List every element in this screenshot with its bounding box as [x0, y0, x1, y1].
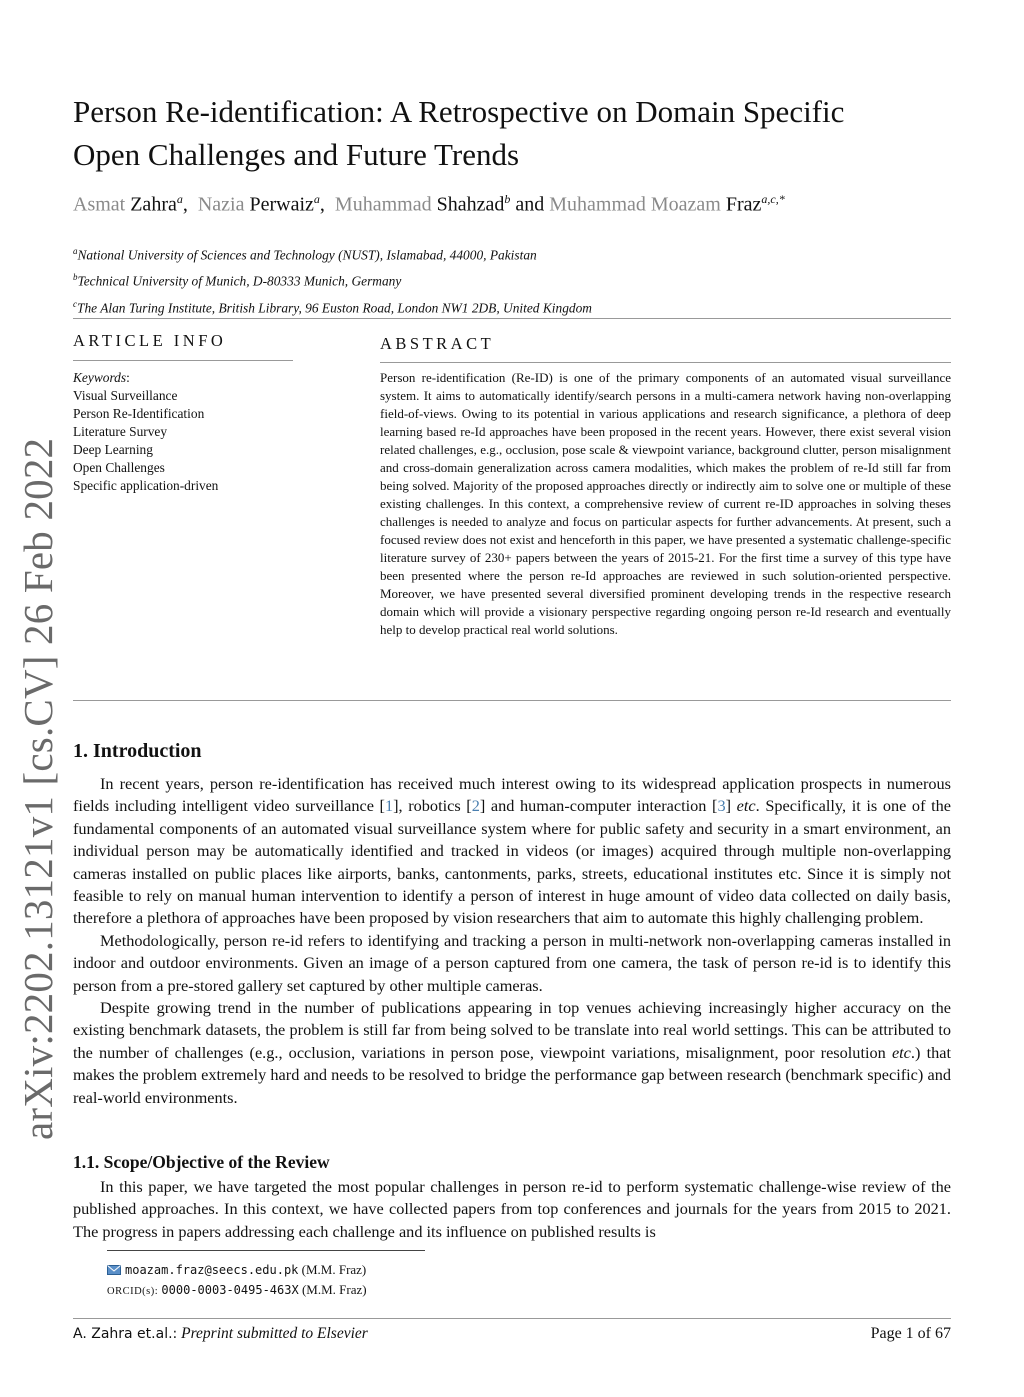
intro-paragraph-2: Methodologically, person re-id refers to identifying and tracking a person in multi-network non-overlapping cameras installed in indoor and outdoor environments. Given an image of a person captured from one camera, the task of person re-id is to identify this person from a pre-stored gallery set captured by other multiple cameras. [73, 930, 951, 995]
affiliation-text: National University of Sciences and Technology (NUST), Islamabad, 44000, Pakistan [77, 247, 537, 263]
scope-heading: 1.1. Scope/Objective of the Review [73, 1152, 330, 1172]
email-owner: (M.M. Fraz) [301, 1262, 367, 1277]
header-divider [73, 318, 951, 319]
affiliation-item [73, 293, 953, 319]
footer-page-number: Page 1 of 67 [870, 1325, 951, 1342]
author-surname: Fraz [725, 193, 762, 216]
keywords-block [73, 369, 303, 495]
author-given-name: Nazia [197, 193, 245, 216]
keyword-item: Person Re-Identification [73, 406, 205, 421]
author-surname: Shahzad [436, 193, 505, 216]
footnote-divider [107, 1250, 425, 1251]
text-run: ] and human-computer interaction [ [479, 796, 718, 816]
orcid-id[interactable]: 0000-0003-0495-463X [161, 1283, 299, 1297]
author-surname: Perwaiz [249, 193, 314, 216]
footnote-orcid-line [107, 1280, 367, 1301]
intro-paragraph-3 [73, 997, 951, 1109]
text-run: .) that makes the problem extremely hard and needs to be resolved to bridge the performance gap between research (benchmark specific) and real-world environments. [73, 1042, 951, 1107]
scope-paragraph: In this paper, we have targeted the most popular challenges in person re-id to perform systematic challenge-wise review of the published approaches. In this context, we have collected papers from top conferences and journals for the years from 2015 to 2021. The progress in papers addressing each challenge and its influence on published results is [73, 1177, 951, 1241]
author-affil-sup: a,c,* [761, 192, 785, 206]
keyword-item: Literature Survey [73, 424, 168, 439]
author-email-link[interactable]: moazam.fraz@seecs.edu.pk [125, 1263, 299, 1277]
keyword-item: Specific application-driven [73, 478, 219, 493]
affiliation-sup: b [73, 272, 78, 283]
keywords-label: Keywords [73, 370, 127, 385]
orcid-owner: (M.M. Fraz) [301, 1282, 367, 1297]
abstract-divider [380, 362, 951, 363]
author-affil-sup: a [313, 192, 320, 206]
citation-link[interactable]: 3 [717, 796, 726, 816]
affiliation-text: The Alan Turing Institute, British Library, 96 Euston Road, London NW1 2DB, United Kingdom [77, 300, 592, 316]
keyword-item: Visual Surveillance [73, 388, 178, 403]
author-given-name: Muhammad [334, 193, 432, 216]
author-given-name: Asmat [73, 193, 126, 216]
text-run-italic: etc [736, 796, 756, 816]
introduction-body [73, 773, 951, 1109]
author-and: and [515, 193, 545, 216]
article-info-heading: ARTICLE INFO [73, 331, 227, 350]
paper-title [73, 90, 953, 176]
footer-venue: Preprint submitted to Elsevier [181, 1325, 368, 1342]
author-affil-sup: a [176, 192, 183, 206]
author-surname: Zahra [130, 193, 177, 216]
text-run: ] [725, 796, 732, 816]
keyword-item: Open Challenges [73, 460, 165, 475]
affiliations [73, 240, 953, 319]
text-run: In recent years, person re-identification has received much interest owing to its widespread application prospects in numerous fields including intelligent video surveillance [ [73, 774, 951, 816]
affiliation-item [73, 266, 953, 292]
footnote [107, 1260, 367, 1301]
text-run: ], robotics [ [393, 796, 472, 816]
footer-left [73, 1325, 368, 1343]
affiliation-sup: c [73, 298, 77, 309]
title-line-1: Person Re-identification: A Retrospective on Domain Specific [73, 94, 845, 129]
affiliation-item [73, 240, 953, 266]
orcid-label: ORCID(s): [107, 1286, 159, 1297]
text-run: Despite growing trend in the number of publications appearing in top venues achieving increasingly higher accuracy on the existing benchmark datasets, the problem is still far from being solved to be translate into real world settings. This can be attributed to the number of challenges (e.g., occlusion, variations in person pose, viewpoint variations, misalignment, poor resolution [73, 998, 951, 1062]
footer-author: A. Zahra et.al.: [73, 1326, 178, 1342]
citation-link[interactable]: 1 [384, 796, 394, 816]
author-given-name: Muhammad Moazam [549, 193, 721, 216]
scope-body [73, 1176, 951, 1243]
abstract-bottom-divider [73, 700, 951, 701]
mail-icon [107, 1265, 121, 1275]
abstract-text: Person re-identification (Re-ID) is one of the primary components of an automated visual surveillance system. It aims to automatically identify/search persons in a multi-camera network having non-overlapping field-of-views. Owing to its potential in various applications and research significance, a plethora of deep learning based re-Id approaches have been proposed in the recent years. However, there exist several vision related challenges, e.g., occlusion, pose scale & viewpoint variance, background clutter, person misalignment and cross-domain generalization across camera modalities, which makes the problem of re-Id still far from being solved. Majority of the proposed approaches directly or indirectly aim to solve one or multiple of these existing challenges. In this context, a comprehensive review of current re-ID approaches in solving theses challenges is needed to analyze and focus on particular aspects for further advancements. At present, such a focused review does not exist and henceforth in this paper, we have presented a systematic challenge-specific literature survey of 230+ papers between the years of 2015-21. For the first time a survey of this type have been presented where the person re-Id approaches are reviewed in such solution-oriented perspective. Moreover, we have presented several diversified prominent developing trends in the respective research domain which will provide a visionary perspective regarding ongoing person re-Id research and eventually help to develop practical real world solutions. [380, 370, 951, 637]
text-run-italic: etc [891, 1042, 911, 1062]
text-run: . Specifically, it is one of the fundamental components of an automated visual surveillance system where for public safety and security in a smart environment, an individual person may be automatically identified and tracked in videos (or images) acquired through multiple non-overlapping cameras installed on public places like airports, banks, cantonments, parks, streets, educational institutes etc. Since it is simply not feasible to rely on manual human intervention to identify a person of interest in huge amount of video data collected on daily basis, therefore a plethora of approaches have been proposed by vision researchers that aim to automate this highly challenging problem. [73, 796, 951, 928]
citation-link[interactable]: 2 [471, 796, 480, 816]
title-line-2: Open Challenges and Future Trends [73, 137, 520, 172]
affiliation-sup: a [73, 246, 78, 256]
keyword-item: Deep Learning [73, 442, 153, 457]
footer-divider [73, 1318, 951, 1319]
author-list: Asmat Zahra$^a$, Nazia Perwaiz$^a$, Muhammad Shahzad$^b$ and Muhammad Moazam Fraz$^{a,c,*}$ [73, 192, 785, 216]
author-affil-sup: b [504, 192, 511, 206]
arxiv-sidebar-stamp: arXiv:2202.13121v1 [cs.CV] 26 Feb 2022 [15, 437, 61, 1140]
intro-paragraph-1 [73, 773, 951, 930]
affiliation-text: Technical University of Munich, D-80333 Munich, Germany [77, 273, 402, 289]
introduction-heading: 1. Introduction [73, 740, 202, 762]
footnote-email-line [107, 1260, 367, 1280]
keywords-label-line: Keywords: [73, 370, 130, 385]
article-info-divider [73, 360, 293, 361]
abstract-heading: ABSTRACT [380, 334, 495, 353]
